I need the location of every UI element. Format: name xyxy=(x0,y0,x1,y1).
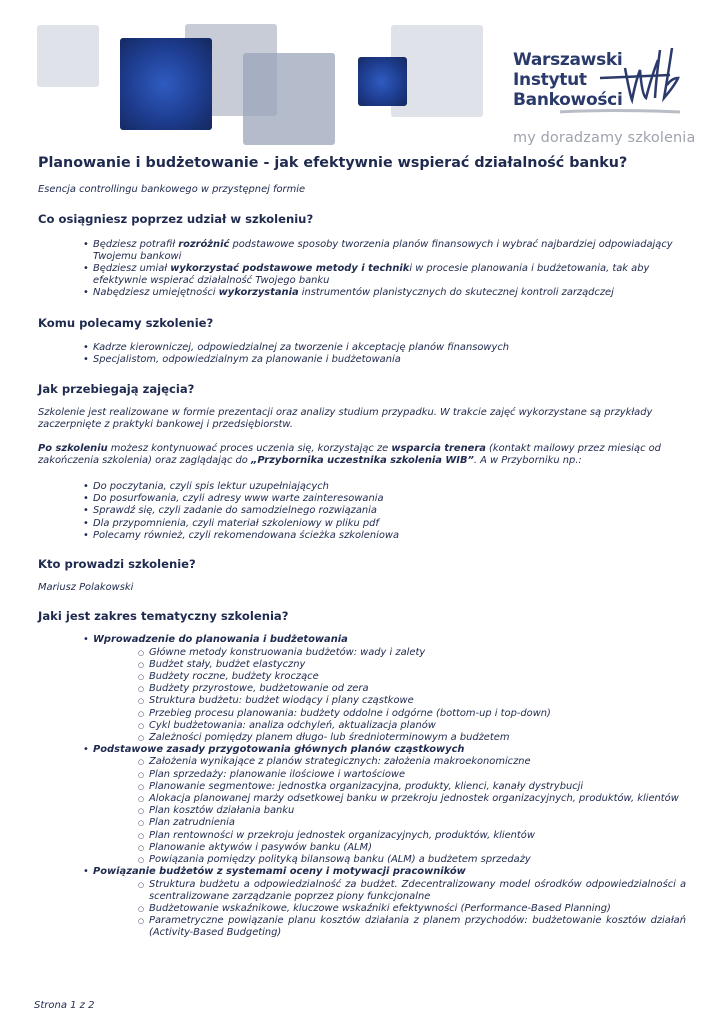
page-number: Strona 1 z 2 xyxy=(34,1000,95,1011)
goals-list xyxy=(38,239,686,300)
page-subtitle: Esencja controllingu bankowego w przystępnej formie xyxy=(38,184,306,195)
list-item: • Polecamy również, czyli rekomendowana ścieżka szkoleniowa xyxy=(93,530,686,542)
main-content xyxy=(38,155,686,940)
subtopics-list xyxy=(93,647,686,745)
wib-signature-logo xyxy=(560,40,690,125)
list-item: • Będziesz potrafił rozróżnić podstawowe sposoby tworzenia planów finansowych i wybrać najbardziej odpowiadający Twojemu bankowi xyxy=(93,239,686,263)
subtopic-item: ○ Plan rentowności w przekroju jednostek organizacyjnych, produktów, klientów xyxy=(149,830,686,842)
list-item: • Nabędziesz umiejętności wykorzystania instrumentów planistycznych do skutecznej kontroli zarządczej xyxy=(93,287,686,299)
section-heading-goals: Co osiągniesz poprzez udział w szkoleniu? xyxy=(38,211,314,226)
topic-item xyxy=(93,634,686,744)
subtopic-item: ○ Parametryczne powiązanie planu kosztów działania z planem przychodów: budżetowanie kosztów działań (Activity-Based Budgeting) xyxy=(149,915,686,939)
topic-item xyxy=(93,744,686,866)
list-item: • Do posurfowania, czyli adresy www warte zainteresowania xyxy=(93,493,686,505)
topic-title: Podstawowe zasady przygotowania głównych planów cząstkowych xyxy=(93,744,465,756)
decor-square-light-1 xyxy=(37,25,99,87)
after-training-text: Po szkoleniu możesz kontynuować proces uczenia się, korzystając ze wsparcia trenera (kontakt mailowy przez miesiąc od zakończenia szkolenia) oraz zaglądając do „Przybornika uczestnika szkolenia WIB”. A w Przyborniku np.: xyxy=(38,442,661,467)
page-title: Planowanie i budżetowanie - jak efektywnie wspierać działalność banku? xyxy=(38,155,628,171)
subtopic-item: ○ Struktura budżetu: budżet wiodący i plany cząstkowe xyxy=(149,695,686,707)
subtopic-item: ○ Planowanie segmentowe: jednostka organizacyjna, produkty, klienci, kanały dystrybucji xyxy=(149,781,686,793)
subtopic-item: ○ Przebieg procesu planowania: budżety oddolne i odgórne (bottom-up i top-down) xyxy=(149,708,686,720)
decor-square-mid xyxy=(243,53,335,145)
page-header xyxy=(0,0,725,150)
topic-item xyxy=(93,866,686,939)
topic-title: Powiązanie budżetów z systemami oceny i motywacji pracowników xyxy=(93,866,466,878)
subtopic-item: ○ Budżety przyrostowe, budżetowanie od zera xyxy=(149,683,686,695)
logo-line-2: Instytut xyxy=(513,70,587,90)
subtopic-item: ○ Budżety roczne, budżety kroczące xyxy=(149,671,686,683)
toolbox-list xyxy=(38,481,686,542)
topics-list xyxy=(38,634,686,939)
list-item: • Sprawdź się, czyli zadanie do samodzielnego rozwiązania xyxy=(93,505,686,517)
subtopic-item: ○ Struktura budżetu a odpowiedzialność za budżet. Zdecentralizowany model ośrodków odpowiedzialności a scentralizowane zarządzanie poprzez piony funkcjonalne xyxy=(149,879,686,903)
audience-list xyxy=(38,342,686,366)
subtopic-item: ○ Zależności pomiędzy planem długo- lub średnioterminowym a budżetem xyxy=(149,732,686,744)
list-item: • Do poczytania, czyli spis lektur uzupełniających xyxy=(93,481,686,493)
logo-line-1: Warszawski xyxy=(513,50,623,70)
subtopic-item: ○ Alokacja planowanej marży odsetkowej banku w przekroju jednostek organizacyjnych, produktów, klientów xyxy=(149,793,686,805)
trainer-name: Mariusz Polakowski xyxy=(38,581,134,593)
list-item: • Będziesz umiał wykorzystać podstawowe metody i techniki w procesie planowania i budżetowania, tak aby efektywnie wspierać działalność Twojego banku xyxy=(93,263,686,287)
subtopic-item: ○ Budżet stały, budżet elastyczny xyxy=(149,659,686,671)
subtopics-list xyxy=(93,756,686,866)
decor-square-dark-1 xyxy=(120,38,212,130)
subtopic-item: ○ Budżetowanie wskaźnikowe, kluczowe wskaźniki efektywności (Performance-Based Planning) xyxy=(149,903,686,915)
decor-square-dark-2 xyxy=(358,57,407,106)
subtopic-item: ○ Powiązania pomiędzy polityką bilansową banku (ALM) a budżetem sprzedaży xyxy=(149,854,686,866)
slogan: my doradzamy szkolenia xyxy=(513,130,696,146)
subtopic-item: ○ Plan sprzedaży: planowanie ilościowe i wartościowe xyxy=(149,769,686,781)
logo-line-3: Bankowości xyxy=(513,90,623,110)
section-heading-trainer: Kto prowadzi szkolenie? xyxy=(38,556,196,571)
subtopic-item: ○ Planowanie aktywów i pasywów banku (ALM) xyxy=(149,842,686,854)
subtopic-item: ○ Plan zatrudnienia xyxy=(149,817,686,829)
section-heading-course: Jak przebiegają zajęcia? xyxy=(38,381,195,396)
subtopic-item: ○ Założenia wynikające z planów strategicznych: założenia makroekonomiczne xyxy=(149,756,686,768)
subtopic-item: ○ Główne metody konstruowania budżetów: wady i zalety xyxy=(149,647,686,659)
section-heading-topics: Jaki jest zakres tematyczny szkolenia? xyxy=(38,609,289,624)
subtopics-list xyxy=(93,879,686,940)
list-item: • Kadrze kierowniczej, odpowiedzialnej za tworzenie i akceptację planów finansowych xyxy=(93,342,686,354)
course-description: Szkolenie jest realizowane w formie prezentacji oraz analizy studium przypadku. W trakcie zajęć wykorzystane są przykłady zaczerpnięte z praktyki bankowej i przedsiębiorstw. xyxy=(38,406,653,431)
subtopic-item: ○ Cykl budżetowania: analiza odchyleń, aktualizacja planów xyxy=(149,720,686,732)
list-item: • Dla przypomnienia, czyli materiał szkoleniowy w pliku pdf xyxy=(93,518,686,530)
section-heading-audience: Komu polecamy szkolenie? xyxy=(38,315,214,330)
list-item: • Specjalistom, odpowiedzialnym za planowanie i budżetowania xyxy=(93,354,686,366)
topic-title: Wprowadzenie do planowania i budżetowania xyxy=(93,634,348,646)
subtopic-item: ○ Plan kosztów działania banku xyxy=(149,805,686,817)
